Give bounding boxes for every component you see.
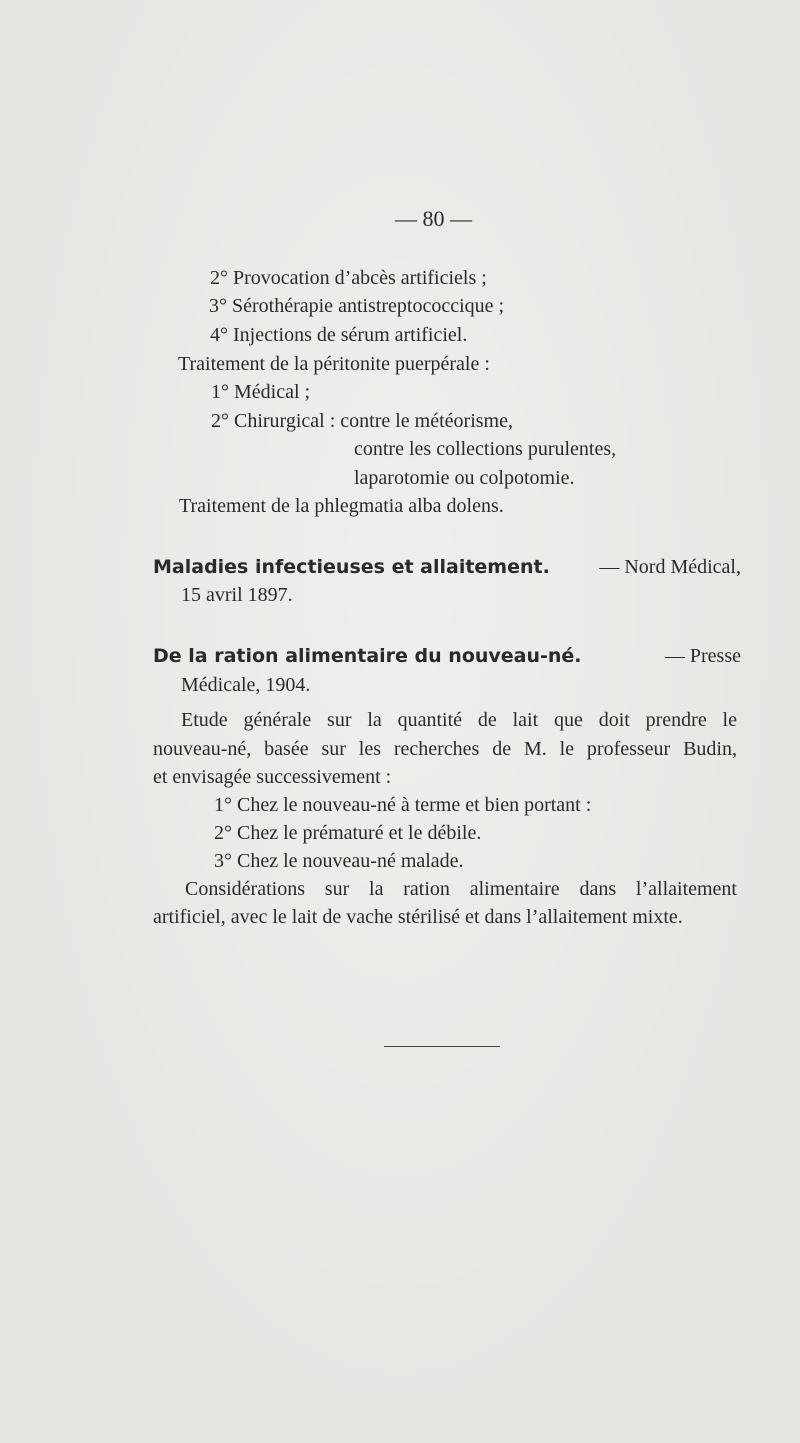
list-item: 2° Provocation d’abcès artificiels ; xyxy=(210,267,487,289)
list-item: 3° Chez le nouveau-né malade. xyxy=(214,850,464,872)
entry-source-continuation: Médicale, 1904. xyxy=(181,674,311,696)
paragraph-line: Considérations sur la ration alimentaire dans l’allaitement xyxy=(185,878,737,900)
page-number: — 80 — xyxy=(395,206,472,231)
list-item: 4° Injections de sérum artificiel. xyxy=(210,324,468,346)
bibliography-entry xyxy=(153,555,741,579)
entry-title: De la ration alimentaire du nouveau-né. xyxy=(153,645,582,667)
entry-date: 15 avril 1897. xyxy=(181,584,293,606)
list-item-continuation: contre les collections purulentes, xyxy=(354,438,617,460)
list-item: 3° Sérothérapie antistreptococcique ; xyxy=(209,295,505,317)
section-heading: Traitement de la péritonite puerpérale : xyxy=(178,353,490,375)
list-item: 1° Chez le nouveau-né à terme et bien portant : xyxy=(214,794,592,816)
paragraph-line: nouveau-né, basée sur les recherches de M. le professeur Budin, xyxy=(153,738,737,760)
entry-source: — Nord Médical, xyxy=(599,556,741,578)
list-item-continuation: laparotomie ou colpotomie. xyxy=(354,467,575,489)
list-item: 1° Médical ; xyxy=(211,381,311,403)
paragraph-line: Etude générale sur la quantité de lait que doit prendre le xyxy=(181,709,737,731)
list-item: 2° Chez le prématuré et le débile. xyxy=(214,822,482,844)
paragraph-line: artificiel, avec le lait de vache stérilisé et dans l’allaitement mixte. xyxy=(153,906,683,928)
entry-title: Maladies infectieuses et allaitement. xyxy=(153,556,550,578)
paragraph-line: et envisagée successivement : xyxy=(153,766,392,788)
section-heading: Traitement de la phlegmatia alba dolens. xyxy=(179,495,504,517)
section-divider xyxy=(384,1046,500,1047)
bibliography-entry xyxy=(153,644,741,668)
entry-source: — Presse xyxy=(664,645,741,667)
list-item: 2° Chirurgical : contre le météorisme, xyxy=(211,410,513,432)
